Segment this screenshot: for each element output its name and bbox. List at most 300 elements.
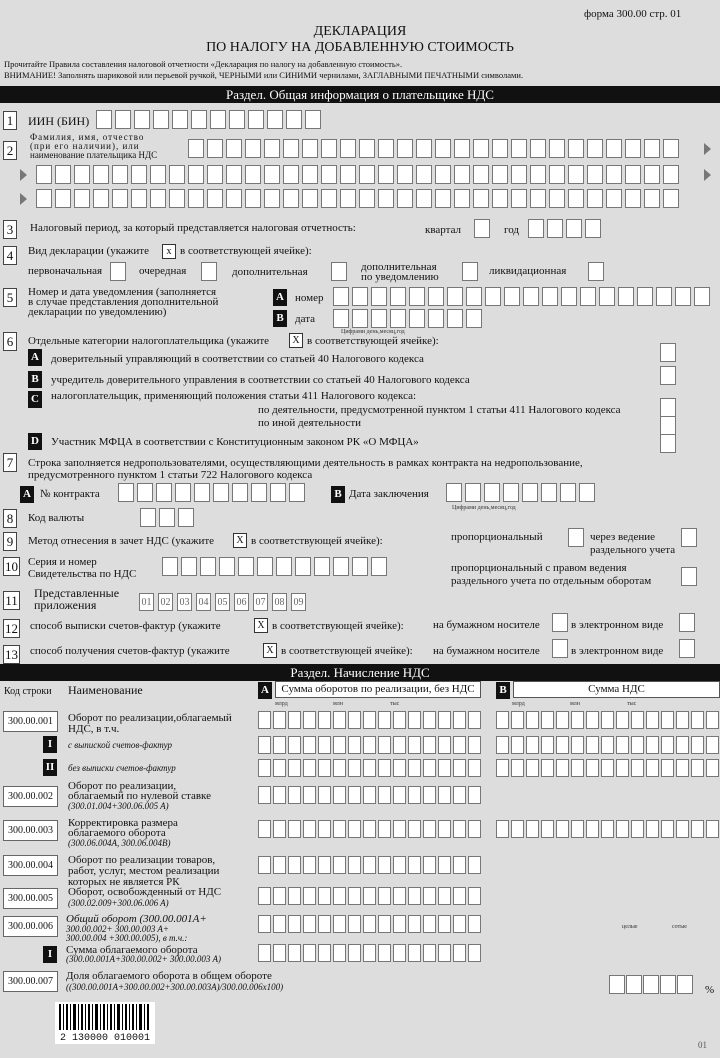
amount-cell[interactable] — [363, 887, 376, 905]
amount-cell[interactable] — [408, 711, 421, 729]
amount-cell[interactable] — [303, 736, 316, 754]
amount-cell[interactable] — [288, 820, 301, 838]
letter-b: B — [331, 486, 345, 503]
amount-cell[interactable] — [288, 759, 301, 777]
amount-cell[interactable] — [468, 887, 481, 905]
amount-cell[interactable] — [586, 759, 599, 777]
amount-cell[interactable] — [363, 786, 376, 804]
amount-a-input[interactable] — [258, 759, 481, 777]
amount-cell[interactable] — [646, 820, 659, 838]
option-regular-checkbox[interactable] — [201, 262, 217, 281]
amount-cell[interactable] — [408, 759, 421, 777]
amount-cell[interactable] — [258, 856, 271, 874]
row-name: Доля облагаемого оборота в общем обороте — [66, 970, 272, 982]
row-name: без выписки счетов-фактур — [68, 763, 176, 773]
amount-cell[interactable] — [676, 736, 689, 754]
form-subtitle: ПО НАЛОГУ НА ДОБАВЛЕННУЮ СТОИМОСТЬ — [206, 40, 514, 55]
amount-cell[interactable] — [348, 915, 361, 933]
notice-number-input[interactable] — [333, 287, 710, 306]
amount-cell[interactable] — [303, 820, 316, 838]
sub-row-marker: I — [43, 736, 57, 753]
amount-cell[interactable] — [453, 736, 466, 754]
unit-tenge: целые — [622, 924, 638, 930]
amount-cell[interactable] — [571, 759, 584, 777]
amount-cell[interactable] — [303, 786, 316, 804]
amount-cell[interactable] — [631, 736, 644, 754]
appendix-06-checkbox[interactable]: 06 — [234, 593, 249, 611]
amount-cell[interactable] — [586, 736, 599, 754]
amount-cell[interactable] — [511, 820, 524, 838]
unit-billion: млрд — [512, 701, 525, 707]
vat-method-label-post: в соответствующей ячейке): — [251, 535, 383, 547]
issue-electronic-checkbox[interactable] — [679, 613, 695, 632]
amount-cell[interactable] — [526, 736, 539, 754]
amount-cell[interactable] — [378, 820, 391, 838]
appendix-01-checkbox[interactable]: 01 — [139, 593, 154, 611]
amount-cell[interactable] — [616, 759, 629, 777]
amount-cell[interactable] — [318, 820, 331, 838]
year-input[interactable] — [528, 219, 601, 238]
declaration-type-label-post: в соответствующей ячейке): — [180, 245, 312, 257]
option-initial-checkbox[interactable] — [110, 262, 126, 281]
barcode-icon — [55, 1002, 155, 1030]
amount-cell[interactable] — [468, 820, 481, 838]
amount-cell[interactable] — [393, 915, 406, 933]
amount-cell[interactable] — [378, 759, 391, 777]
amount-cell[interactable] — [318, 786, 331, 804]
amount-cell[interactable] — [556, 759, 569, 777]
warning-note: ВНИМАНИЕ! Заполнять шариковой или перьевой ручкой, ЧЕРНЫМИ или СИНИМИ чернилами, ЗАГЛАВНЫМИ ПЕЧАТНЫМИ символами. — [4, 70, 524, 80]
amount-cell[interactable] — [363, 944, 376, 962]
amount-cell[interactable] — [706, 711, 719, 729]
amount-cell[interactable] — [273, 786, 286, 804]
row-number-9: 9 — [3, 532, 17, 551]
amount-cell[interactable] — [438, 856, 451, 874]
amount-cell[interactable] — [706, 820, 719, 838]
amount-cell[interactable] — [333, 856, 346, 874]
amount-cell[interactable] — [273, 820, 286, 838]
row-name: с выпиской счетов-фактур — [68, 740, 172, 750]
amount-cell[interactable] — [333, 820, 346, 838]
amount-cell[interactable] — [423, 856, 436, 874]
contract-number-label: № контракта — [40, 488, 100, 500]
amount-cell[interactable] — [511, 736, 524, 754]
appendix-07-checkbox[interactable]: 07 — [253, 593, 268, 611]
letter-d: D — [28, 433, 42, 450]
amount-cell[interactable] — [453, 820, 466, 838]
amount-cell[interactable] — [408, 820, 421, 838]
notice-date-input[interactable] — [333, 309, 482, 328]
amount-cell[interactable] — [318, 915, 331, 933]
amount-cell[interactable] — [438, 887, 451, 905]
amount-cell[interactable] — [393, 786, 406, 804]
amount-cell[interactable] — [258, 786, 271, 804]
method-separate-checkbox[interactable] — [681, 528, 697, 547]
amount-cell[interactable] — [468, 736, 481, 754]
amount-cell[interactable] — [438, 736, 451, 754]
amount-cell[interactable] — [616, 736, 629, 754]
name-input-line-3[interactable] — [36, 189, 679, 208]
amount-cell[interactable] — [601, 736, 614, 754]
row-number-6: 6 — [3, 332, 17, 351]
row-name: Оборот, освобожденный от НДС — [68, 886, 222, 898]
row-number-4: 4 — [3, 246, 17, 265]
amount-b-input[interactable] — [496, 759, 719, 777]
amount-cell[interactable] — [273, 944, 286, 962]
amount-cell[interactable] — [468, 786, 481, 804]
amount-cell[interactable] — [571, 820, 584, 838]
amount-cell[interactable] — [288, 887, 301, 905]
row-number-1: 1 — [3, 111, 17, 130]
quarter-input[interactable] — [474, 219, 490, 238]
option-liquidation-checkbox[interactable] — [588, 262, 604, 281]
amount-cell[interactable] — [363, 736, 376, 754]
name-input-line-2[interactable] — [36, 165, 679, 184]
amount-cell[interactable] — [348, 759, 361, 777]
amount-cell[interactable] — [363, 856, 376, 874]
amount-cell[interactable] — [661, 711, 674, 729]
amount-cell[interactable] — [348, 786, 361, 804]
x-mark-sample: X — [263, 643, 277, 658]
amount-cell[interactable] — [273, 759, 286, 777]
row-name: которых не является РК — [68, 876, 180, 888]
continue-arrow-icon — [704, 143, 711, 155]
amount-cell[interactable] — [706, 736, 719, 754]
amount-cell[interactable] — [631, 759, 644, 777]
amount-cell[interactable] — [378, 856, 391, 874]
amount-cell[interactable] — [303, 759, 316, 777]
amount-cell[interactable] — [378, 915, 391, 933]
categories-label: Отдельные категории налогоплательщика (укажите — [28, 335, 270, 347]
category-c-label: налогоплательщик, применяющий положения статьи 411 Налогового кодекса: — [51, 390, 417, 402]
amount-cell[interactable] — [631, 820, 644, 838]
amount-cell[interactable] — [258, 820, 271, 838]
appendix-08-checkbox[interactable]: 08 — [272, 593, 287, 611]
amount-cell[interactable] — [526, 711, 539, 729]
amount-cell[interactable] — [453, 711, 466, 729]
x-mark-sample: X — [233, 533, 247, 548]
certificate-input[interactable] — [162, 557, 387, 576]
row-number-10: 10 — [5, 559, 18, 574]
receive-electronic-checkbox[interactable] — [679, 639, 695, 658]
notice-date-label: дата — [295, 313, 316, 325]
amount-cell[interactable] — [288, 736, 301, 754]
amount-cell[interactable] — [288, 786, 301, 804]
amount-cell[interactable] — [258, 759, 271, 777]
amount-cell[interactable] — [363, 711, 376, 729]
amount-cell[interactable] — [408, 786, 421, 804]
amount-cell[interactable] — [571, 711, 584, 729]
amount-cell[interactable] — [541, 820, 554, 838]
share-input[interactable] — [609, 975, 693, 994]
category-a-checkbox[interactable] — [660, 343, 676, 362]
amount-cell[interactable] — [363, 759, 376, 777]
issue-electronic-label: в электронном виде — [571, 619, 664, 631]
amount-cell[interactable] — [303, 887, 316, 905]
amount-cell[interactable] — [393, 856, 406, 874]
amount-a-input[interactable] — [258, 711, 481, 729]
amount-cell[interactable] — [691, 759, 704, 777]
amount-cell[interactable] — [691, 820, 704, 838]
name-label-1: Фамилия, имя, отчество — [30, 132, 145, 142]
amount-cell[interactable] — [423, 820, 436, 838]
receive-paper-checkbox[interactable] — [552, 639, 568, 658]
row-name: Общий оборот (300.00.001A+ — [66, 913, 207, 925]
unit-million: млн — [333, 701, 344, 707]
amount-cell[interactable] — [586, 711, 599, 729]
receive-paper-label: на бумажном носителе — [433, 645, 540, 657]
amount-cell[interactable] — [378, 711, 391, 729]
method-proportional-separate-label-1: пропорциональный с правом ведения — [451, 562, 627, 574]
amount-cell[interactable] — [601, 820, 614, 838]
row-name: ((300.00.001A+300.00.002+300.00.003A)/300.00.006x100) — [66, 982, 284, 992]
amount-cell[interactable] — [423, 887, 436, 905]
currency-code-input[interactable] — [140, 508, 194, 527]
amount-cell[interactable] — [348, 820, 361, 838]
amount-cell[interactable] — [318, 944, 331, 962]
amount-cell[interactable] — [378, 944, 391, 962]
amount-cell[interactable] — [288, 856, 301, 874]
method-proportional-label: пропорциональный — [451, 531, 543, 543]
amount-cell[interactable] — [423, 786, 436, 804]
amount-a-input[interactable] — [258, 856, 481, 874]
amount-cell[interactable] — [333, 786, 346, 804]
amount-cell[interactable] — [258, 944, 271, 962]
declaration-type-label: Вид декларации (укажите — [28, 245, 149, 257]
amount-cell[interactable] — [438, 759, 451, 777]
amount-cell[interactable] — [333, 944, 346, 962]
amount-cell[interactable] — [408, 856, 421, 874]
amount-cell[interactable] — [556, 711, 569, 729]
amount-cell[interactable] — [423, 915, 436, 933]
amount-cell[interactable] — [691, 711, 704, 729]
amount-cell[interactable] — [676, 759, 689, 777]
amount-cell[interactable] — [318, 856, 331, 874]
contract-number-input[interactable] — [118, 483, 305, 502]
method-proportional-checkbox[interactable] — [568, 528, 584, 547]
amount-cell[interactable] — [318, 887, 331, 905]
amount-cell[interactable] — [496, 711, 509, 729]
amount-cell[interactable] — [393, 736, 406, 754]
amount-b-input[interactable] — [496, 736, 719, 754]
amount-cell[interactable] — [318, 711, 331, 729]
option-additional-checkbox[interactable] — [331, 262, 347, 281]
amount-cell[interactable] — [423, 759, 436, 777]
amount-cell[interactable] — [303, 915, 316, 933]
amount-cell[interactable] — [526, 820, 539, 838]
amount-cell[interactable] — [348, 887, 361, 905]
amount-cell[interactable] — [616, 711, 629, 729]
amount-cell[interactable] — [601, 711, 614, 729]
amount-cell[interactable] — [363, 820, 376, 838]
amount-cell[interactable] — [333, 915, 346, 933]
amount-cell[interactable] — [273, 736, 286, 754]
issue-paper-checkbox[interactable] — [552, 613, 568, 632]
amount-cell[interactable] — [273, 915, 286, 933]
amount-cell[interactable] — [676, 820, 689, 838]
amount-cell[interactable] — [423, 944, 436, 962]
amount-cell[interactable] — [453, 759, 466, 777]
amount-b-input[interactable] — [496, 711, 719, 729]
amount-cell[interactable] — [258, 736, 271, 754]
amount-cell[interactable] — [468, 915, 481, 933]
amount-cell[interactable] — [438, 915, 451, 933]
section-general-info: Раздел. Общая информация о плательщике НДС — [0, 86, 720, 103]
amount-cell[interactable] — [571, 736, 584, 754]
amount-cell[interactable] — [408, 915, 421, 933]
amount-cell[interactable] — [333, 736, 346, 754]
amount-cell[interactable] — [318, 759, 331, 777]
amount-cell[interactable] — [408, 944, 421, 962]
amount-cell[interactable] — [468, 711, 481, 729]
amount-cell[interactable] — [438, 820, 451, 838]
column-a-letter: A — [258, 682, 272, 699]
amount-cell[interactable] — [288, 711, 301, 729]
row-name: (300.00.001A+300.00.002+ 300.00.003 A) — [66, 954, 221, 964]
amount-cell[interactable] — [453, 856, 466, 874]
option-notified-checkbox[interactable] — [462, 262, 478, 281]
amount-cell[interactable] — [661, 736, 674, 754]
category-d-checkbox[interactable] — [660, 434, 676, 453]
amount-cell[interactable] — [468, 856, 481, 874]
amount-cell[interactable] — [408, 736, 421, 754]
amount-a-input[interactable] — [258, 915, 481, 933]
row-name: облагаемого оборота — [68, 827, 166, 839]
appendix-03-checkbox[interactable]: 03 — [177, 593, 192, 611]
amount-cell[interactable] — [468, 759, 481, 777]
row-number-12: 12 — [5, 621, 18, 636]
amount-cell[interactable] — [348, 711, 361, 729]
name-input-line-1[interactable] — [188, 139, 679, 158]
amount-a-input[interactable] — [258, 944, 481, 962]
letter-b: B — [273, 310, 287, 327]
amount-cell[interactable] — [438, 944, 451, 962]
amount-cell[interactable] — [496, 759, 509, 777]
amount-cell[interactable] — [348, 856, 361, 874]
amount-cell[interactable] — [556, 820, 569, 838]
amount-cell[interactable] — [258, 887, 271, 905]
amount-cell[interactable] — [661, 759, 674, 777]
amount-cell[interactable] — [303, 944, 316, 962]
amount-cell[interactable] — [691, 736, 704, 754]
amount-cell[interactable] — [453, 887, 466, 905]
amount-cell[interactable] — [333, 887, 346, 905]
amount-cell[interactable] — [348, 944, 361, 962]
amount-cell[interactable] — [288, 915, 301, 933]
amount-cell[interactable] — [526, 759, 539, 777]
amount-cell[interactable] — [438, 711, 451, 729]
amount-cell[interactable] — [393, 944, 406, 962]
amount-a-input[interactable] — [258, 820, 481, 838]
amount-cell[interactable] — [631, 711, 644, 729]
category-d-label: Участник МФЦА в соответствии с Конституционным законом РК «О МФЦА» — [51, 436, 419, 448]
amount-cell[interactable] — [333, 711, 346, 729]
amount-cell[interactable] — [423, 736, 436, 754]
amount-cell[interactable] — [393, 759, 406, 777]
amount-cell[interactable] — [438, 786, 451, 804]
amount-cell[interactable] — [318, 736, 331, 754]
amount-cell[interactable] — [601, 759, 614, 777]
amount-cell[interactable] — [423, 711, 436, 729]
appendix-09-checkbox[interactable]: 09 — [291, 593, 306, 611]
method-proportional-separate-checkbox[interactable] — [681, 567, 697, 586]
row-number-5: 5 — [3, 288, 17, 307]
amount-a-input[interactable] — [258, 786, 481, 804]
amount-cell[interactable] — [586, 820, 599, 838]
unit-tiyn: сотые — [672, 924, 687, 930]
amount-cell[interactable] — [273, 887, 286, 905]
amount-cell[interactable] — [303, 711, 316, 729]
amount-cell[interactable] — [541, 736, 554, 754]
amount-cell[interactable] — [541, 711, 554, 729]
amount-cell[interactable] — [393, 887, 406, 905]
amount-cell[interactable] — [496, 736, 509, 754]
amount-cell[interactable] — [556, 736, 569, 754]
amount-cell[interactable] — [646, 736, 659, 754]
appendix-04-checkbox[interactable]: 04 — [196, 593, 211, 611]
amount-cell[interactable] — [646, 711, 659, 729]
appendices-label-2: приложения — [34, 598, 97, 612]
amount-cell[interactable] — [541, 759, 554, 777]
amount-cell[interactable] — [303, 856, 316, 874]
amount-cell[interactable] — [468, 944, 481, 962]
amount-b-input[interactable] — [496, 820, 719, 838]
amount-cell[interactable] — [408, 887, 421, 905]
category-b-checkbox[interactable] — [660, 366, 676, 385]
amount-cell[interactable] — [453, 915, 466, 933]
amount-cell[interactable] — [676, 711, 689, 729]
amount-a-input[interactable] — [258, 887, 481, 905]
amount-cell[interactable] — [258, 915, 271, 933]
amount-cell[interactable] — [496, 820, 509, 838]
amount-a-input[interactable] — [258, 736, 481, 754]
amount-cell[interactable] — [616, 820, 629, 838]
amount-cell[interactable] — [393, 711, 406, 729]
category-c-sub1-checkbox[interactable] — [660, 398, 676, 417]
row-number-11: 11 — [3, 591, 20, 610]
category-c-sub2-checkbox[interactable] — [660, 416, 676, 435]
amount-cell[interactable] — [511, 759, 524, 777]
amount-cell[interactable] — [706, 759, 719, 777]
amount-cell[interactable] — [348, 736, 361, 754]
amount-cell[interactable] — [453, 786, 466, 804]
row-name: (300.06.004A, 300.06.004B) — [68, 838, 171, 848]
amount-cell[interactable] — [258, 711, 271, 729]
amount-cell[interactable] — [378, 786, 391, 804]
column-b-letter: B — [496, 682, 510, 699]
amount-cell[interactable] — [393, 820, 406, 838]
amount-cell[interactable] — [453, 944, 466, 962]
iin-input[interactable] — [96, 110, 321, 129]
appendix-02-checkbox[interactable]: 02 — [158, 593, 173, 611]
vat-method-label: Метод отнесения в зачет НДС (укажите — [28, 535, 215, 547]
amount-cell[interactable] — [273, 711, 286, 729]
currency-code-label: Код валюты — [28, 512, 85, 524]
amount-cell[interactable] — [661, 820, 674, 838]
contract-date-input[interactable] — [446, 483, 595, 502]
amount-cell[interactable] — [511, 711, 524, 729]
amount-cell[interactable] — [333, 759, 346, 777]
amount-cell[interactable] — [363, 915, 376, 933]
receive-electronic-label: в электронном виде — [571, 645, 664, 657]
amount-cell[interactable] — [273, 856, 286, 874]
amount-cell[interactable] — [378, 736, 391, 754]
certificate-label-1: Серия и номер — [28, 556, 97, 568]
appendix-05-checkbox[interactable]: 05 — [215, 593, 230, 611]
amount-cell[interactable] — [378, 887, 391, 905]
amount-cell[interactable] — [288, 944, 301, 962]
amount-cell[interactable] — [646, 759, 659, 777]
